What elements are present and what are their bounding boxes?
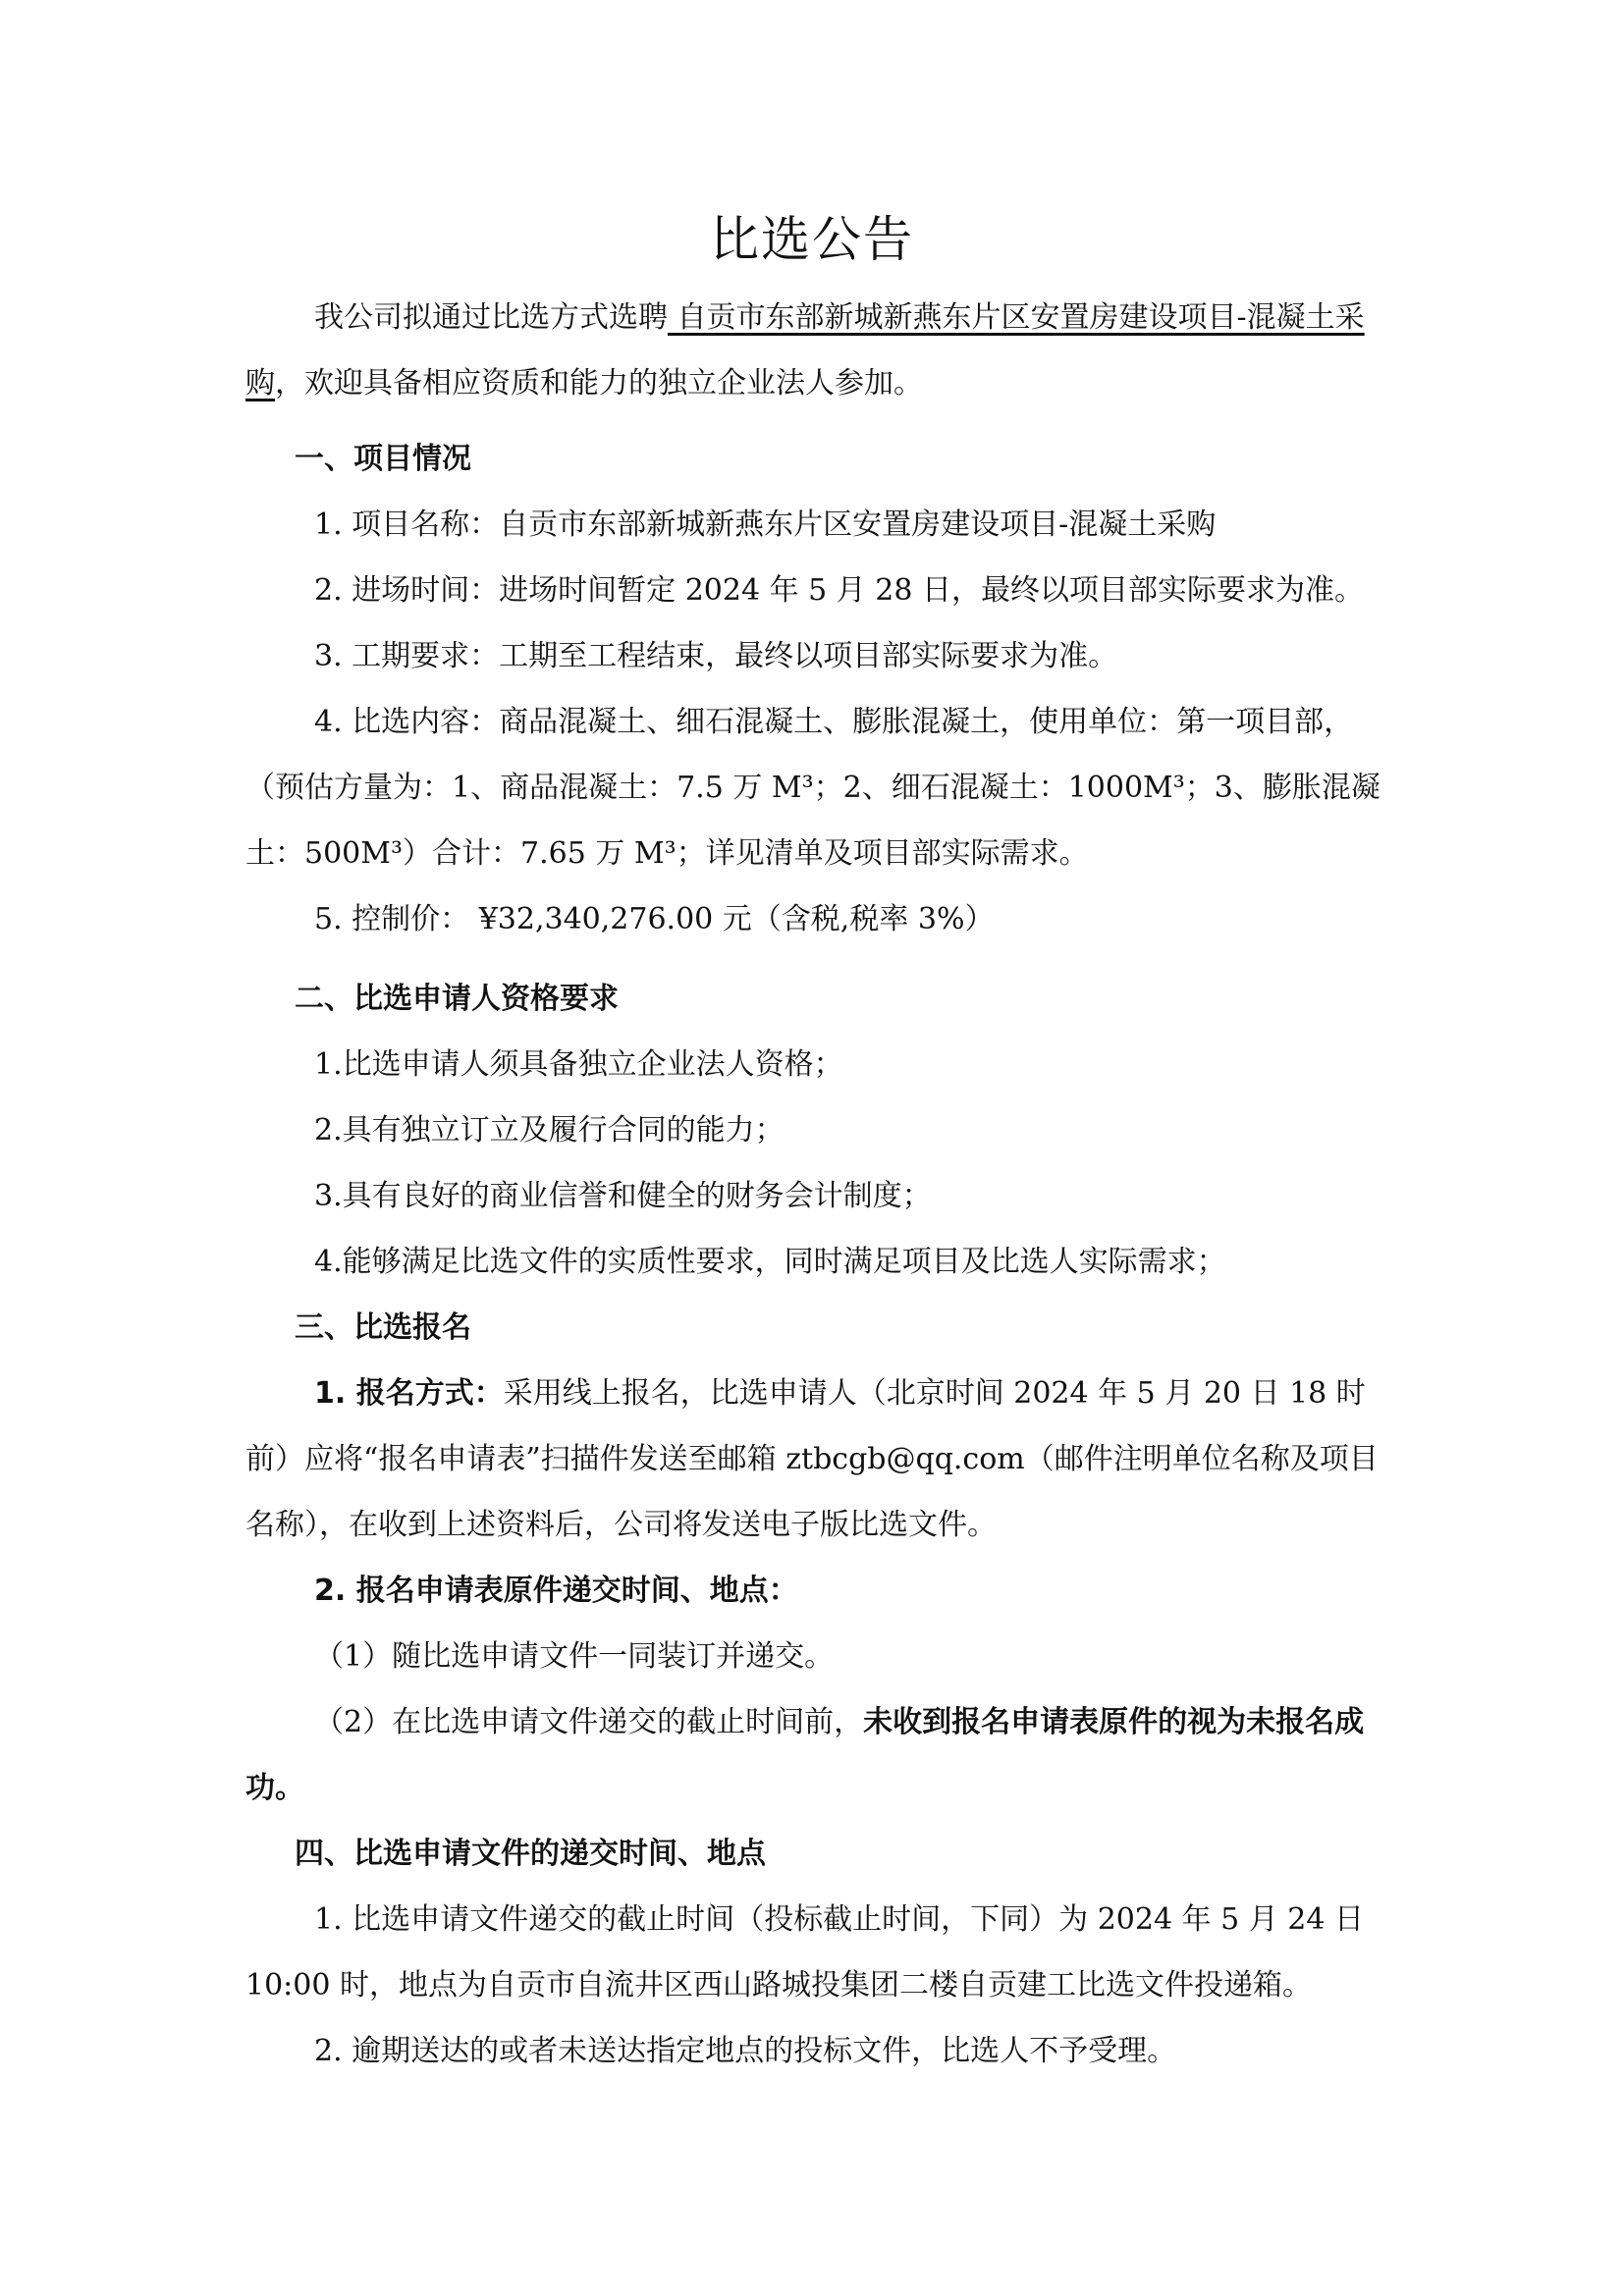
submission-item: 1. 比选申请文件递交的截止时间（投标截止时间，下同）为 2024 年 5 月 24 日 10:00 时，地点为自贡市自流井区西山路城投集团二楼自贡建工比选文件投递箱。 (245, 1902, 1364, 2002)
project-item: 3. 工期要求：工期至工程结束，最终以项目部实际要求为准。 (314, 639, 1118, 673)
registration-method-label: 1. 报名方式： (314, 1376, 504, 1411)
project-item: 5. 控制价： ¥32,340,276.00 元（含税,税率 3%） (314, 902, 995, 936)
intro-suffix: ，欢迎具备相应资质和能力的独立企业法人参加。 (275, 366, 923, 400)
section-heading-project: 一、项目情况 (295, 442, 471, 476)
project-item: 2. 进场时间：进场时间暂定 2024 年 5 月 28 日，最终以项目部实际要求为准。 (314, 573, 1364, 608)
submission-item: 2. 逾期送达的或者未送达指定地点的投标文件，比选人不予受理。 (314, 2034, 1177, 2068)
intro-project-name: 自贡市东部新城新燕东片区安置房建设项目-混凝土采购 (245, 300, 1365, 400)
intro-prefix: 我公司拟通过比选方式选聘 (314, 300, 668, 335)
registration-method-text: 采用线上报名，比选申请人（北京时间 2024 年 5 月 20 日 18 时前）应将“报名申请表”扫描件发送至邮箱 ztbcgb@qq.com（邮件注明单位名称及项目名称），在收到上述资料后，公司将发送电子版比选文件。 (245, 1376, 1379, 1542)
registration-sub2-prefix: （2）在比选申请文件递交的截止时间前， (314, 1705, 864, 1739)
intro-paragraph (245, 285, 1384, 416)
document-body (245, 285, 1384, 2084)
section-heading-submission: 四、比选申请文件的递交时间、地点 (295, 1837, 766, 1871)
qualification-item: 4.能够满足比选文件的实质性要求，同时满足项目及比选人实际需求； (314, 1245, 1226, 1279)
registration-method (245, 1361, 1384, 1558)
registration-sub-item (245, 1689, 1384, 1821)
registration-sub2-bold: 未收到报名申请表原件的视为未报名成功。 (245, 1705, 1365, 1805)
section-heading-registration: 三、比选报名 (295, 1310, 471, 1345)
page-title: 比选公告 (710, 211, 914, 268)
qualification-item: 1.比选申请人须具备独立企业法人资格； (314, 1047, 843, 1082)
section-heading-qualification: 二、比选申请人资格要求 (295, 982, 619, 1016)
project-item: 4. 比选内容：商品混凝土、细石混凝土、膨胀混凝土，使用单位：第一项目部，（预估方量为：1、商品混凝土：7.5 万 M³；2、细石混凝土：1000M³；3、膨胀混凝土：500M³）合计：7.65 万 M³；详见清单及项目部实际需求。 (245, 705, 1380, 871)
qualification-item: 2.具有独立订立及履行合同的能力； (314, 1113, 785, 1148)
project-item: 1. 项目名称：自贡市东部新城新燕东片区安置房建设项目-混凝土采购 (314, 507, 1217, 542)
qualification-item: 3.具有良好的商业信誉和健全的财务会计制度； (314, 1179, 932, 1213)
registration-original-heading: 2. 报名申请表原件递交时间、地点： (314, 1574, 798, 1608)
registration-sub-item: （1）随比选申请文件一同装订并递交。 (314, 1639, 835, 1674)
